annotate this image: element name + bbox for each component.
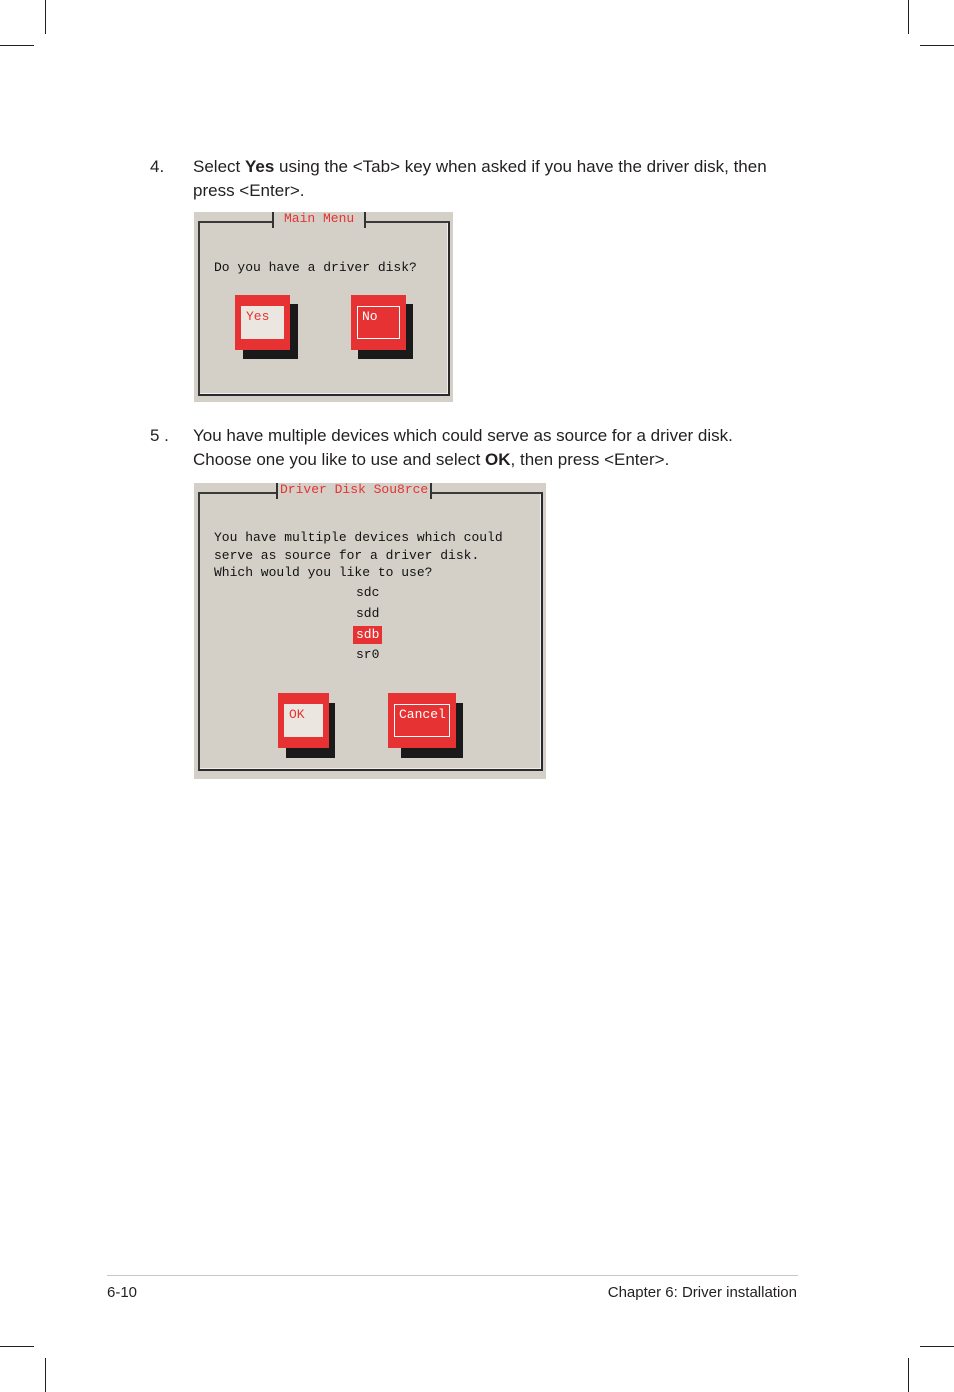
crop-mark (0, 1346, 34, 1347)
dialog-question: Do you have a driver disk? (214, 260, 417, 275)
crop-mark (908, 1358, 909, 1392)
step-4 (150, 155, 810, 205)
step-text-line2: Choose one you like to use and select OK, then press <Enter>. (193, 450, 670, 469)
ok-button-label: OK (284, 704, 323, 737)
device-option-sdd[interactable]: sdd (356, 606, 380, 621)
footer-divider (107, 1275, 798, 1276)
crop-mark (0, 45, 34, 46)
ok-button[interactable] (278, 693, 329, 748)
dialog-message-line: You have multiple devices which could (214, 530, 503, 545)
driver-disk-dialog (194, 212, 453, 402)
yes-button[interactable] (235, 295, 290, 350)
no-button-label: No (357, 306, 400, 339)
no-button[interactable] (351, 295, 406, 350)
driver-disk-source-dialog (194, 483, 546, 779)
step-number: 4. (150, 157, 165, 176)
crop-mark (45, 0, 46, 34)
dialog-message-line: Which would you like to use? (214, 565, 433, 580)
step-text-line1: You have multiple devices which could serve as source for a driver disk. (193, 426, 733, 445)
chapter-title: Chapter 6: Driver installation (607, 1284, 797, 1301)
crop-mark (920, 1346, 954, 1347)
cancel-button-label: Cancel (394, 704, 450, 737)
step-number: 5 . (150, 426, 169, 445)
step-text-line1: Select Yes using the <Tab> key when asked if you have the driver disk, then (193, 157, 767, 176)
step-5 (150, 424, 810, 474)
device-option-sdb[interactable]: sdb (353, 626, 382, 644)
page-number: 6-10 (107, 1284, 138, 1301)
dialog-title: Main Menu (272, 212, 366, 228)
device-option-sr0[interactable]: sr0 (356, 647, 380, 662)
device-option-sdc[interactable]: sdc (356, 585, 380, 600)
crop-mark (908, 0, 909, 34)
cancel-button[interactable] (388, 693, 456, 748)
step-text-line2: press <Enter>. (193, 181, 305, 200)
dialog-title: Driver Disk Sou8rce (276, 483, 432, 499)
crop-mark (920, 45, 954, 46)
crop-mark (45, 1358, 46, 1392)
yes-button-label: Yes (241, 306, 284, 339)
dialog-message-line: serve as source for a driver disk. (214, 548, 480, 563)
